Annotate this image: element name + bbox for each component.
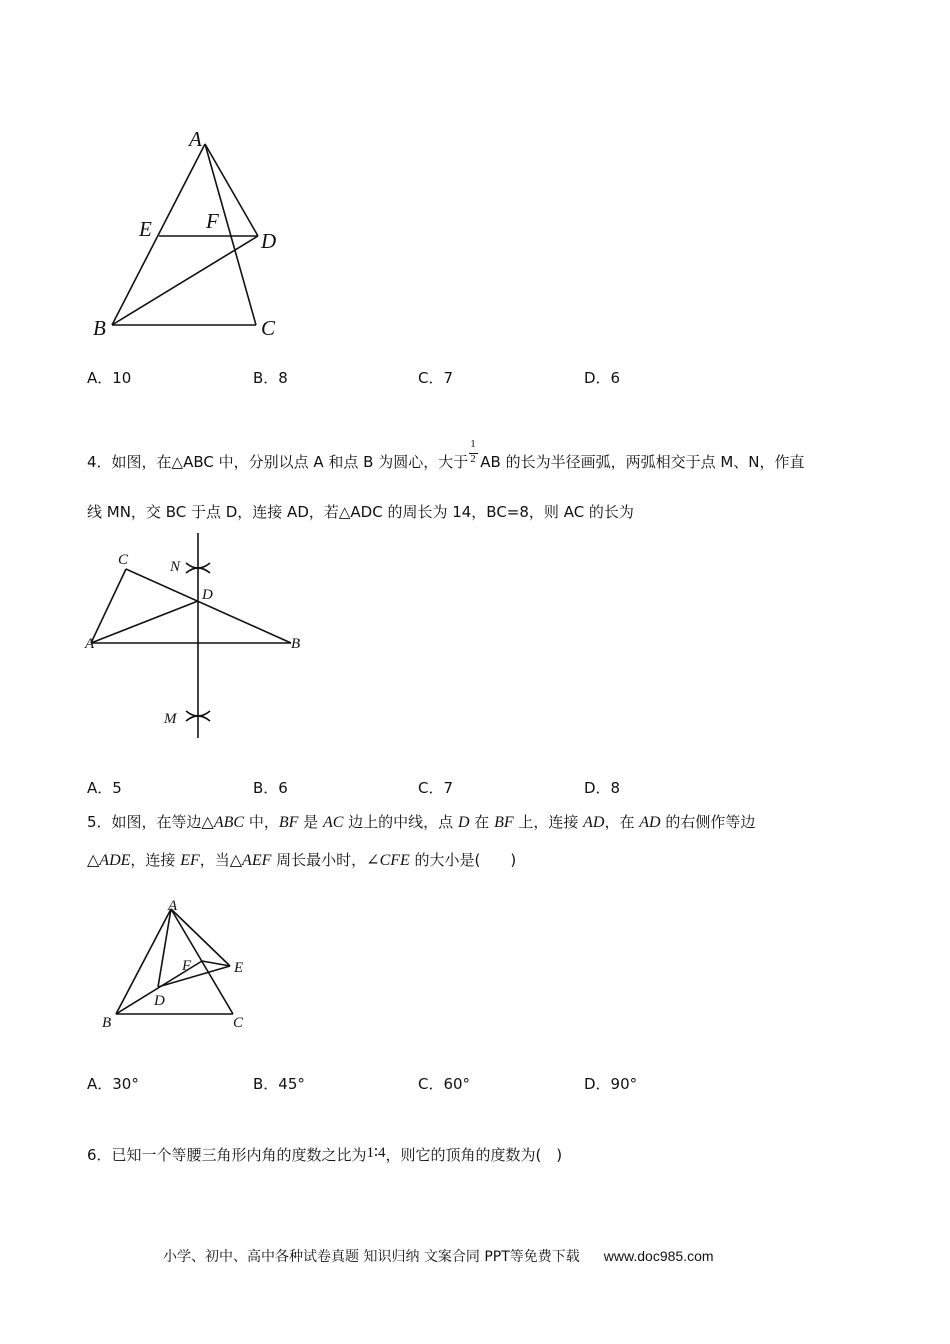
label-a: A (85, 636, 95, 652)
label-e: E (139, 217, 152, 241)
q5-text: 上，连接 (513, 813, 584, 831)
q3-options (87, 367, 787, 387)
q5-math: AD (639, 814, 661, 831)
q5-math: △ADE (87, 852, 131, 869)
label-d: D (202, 587, 213, 603)
q5-text: 中， (244, 813, 279, 831)
q6-text-part2: ，则它的顶角的度数为( ) (385, 1146, 563, 1164)
q5-math: EF (180, 852, 200, 869)
segment-ab (112, 144, 205, 325)
q5-option-b[interactable]: B．45° (253, 1075, 305, 1093)
q5-math: BF (278, 814, 299, 831)
figure-perpendicular-bisector (80, 530, 320, 745)
q3-option-d[interactable]: D．6 (584, 369, 621, 387)
label-c: C (118, 552, 129, 568)
q5-math: AC (322, 814, 344, 831)
q5-text-line2 (87, 850, 516, 871)
q4-line1-a: 4．如图，在△ABC 中，分别以点 A 和点 B 为圆心，大于 (87, 453, 469, 471)
q3-option-b[interactable]: B．8 (253, 369, 288, 387)
q5-text: ，当 (199, 851, 230, 869)
q5-option-a[interactable]: A．30° (87, 1075, 139, 1093)
label-a: A (168, 898, 178, 914)
q5-text-line1 (87, 812, 755, 833)
q6-text (87, 1145, 562, 1166)
label-b: B (102, 1015, 112, 1031)
segment-de (158, 966, 230, 987)
footer-text: 小学、初中、高中各种试卷真题 知识归纳 文案合同 PPT等免费下载 (163, 1249, 580, 1265)
q5-text: ，连接 (130, 851, 181, 869)
q4-text-line1 (87, 437, 805, 473)
q5-text: 是 (298, 813, 323, 831)
figure-equilateral-ade (95, 893, 265, 1038)
q5-text: 在 (469, 813, 495, 831)
q4-text-line2 (87, 502, 634, 522)
segment-cb (126, 569, 291, 643)
q4-option-b[interactable]: B．6 (253, 779, 288, 797)
label-b: B (93, 316, 106, 340)
q4-option-a[interactable]: A．5 (87, 779, 122, 797)
label-d: D (154, 993, 165, 1009)
label-m: M (164, 711, 177, 727)
q5-math: BF (494, 814, 514, 831)
segment-ac (205, 144, 256, 325)
q3-option-a[interactable]: A．10 (87, 369, 132, 387)
figure-triangle-abc-efd (80, 120, 300, 345)
label-c: C (261, 316, 276, 340)
page-footer (163, 1246, 714, 1266)
q5-text: ，在 (604, 813, 640, 831)
q4-line1-b: AB 的长为半径画弧，两弧相交于点 M、N，作直 (480, 453, 805, 471)
label-c: C (233, 1015, 244, 1031)
q4-option-c[interactable]: C．7 (418, 779, 454, 797)
fraction-numerator: 1 (470, 437, 476, 450)
label-f: F (206, 209, 219, 233)
q4-option-d[interactable]: D．8 (584, 779, 621, 797)
label-a: A (189, 127, 202, 151)
segment-bd (112, 236, 258, 325)
label-n: N (170, 559, 181, 575)
q4-line2: 线 MN，交 BC 于点 D，连接 AD，若△ADC 的周长为 14，BC=8，则 AC 的长为 (87, 503, 634, 521)
q4-options (87, 777, 787, 797)
q5-text: 的大小是( ) (409, 851, 517, 869)
fraction-one-half (468, 437, 480, 473)
q3-option-c[interactable]: C．7 (418, 369, 454, 387)
q5-math: △AEF (229, 852, 272, 869)
footer-url-link[interactable]: www.doc985.com (603, 1248, 714, 1264)
q5-option-d[interactable]: D．90° (584, 1075, 638, 1093)
q5-math: △ABC (201, 814, 245, 831)
q5-math: AD (583, 814, 605, 831)
q5-text: 边上的中线，点 (343, 813, 458, 831)
q5-math: ∠CFE (366, 852, 410, 869)
q6-text-part1: 6．已知一个等腰三角形内角的度数之比为 (87, 1146, 367, 1164)
label-b: B (291, 636, 301, 652)
q5-option-c[interactable]: C．60° (418, 1075, 471, 1093)
q5-text: 周长最小时， (271, 851, 367, 869)
q6-ratio: 1∶4 (366, 1145, 386, 1161)
label-d: D (261, 229, 277, 253)
fraction-denominator: 2 (470, 452, 476, 465)
q5-text: 5．如图，在等边 (87, 813, 202, 831)
label-e: E (234, 960, 244, 976)
q5-options (87, 1073, 787, 1093)
q5-math: D (457, 814, 470, 831)
q5-text: 的右侧作等边 (660, 813, 756, 831)
label-f: F (182, 958, 192, 974)
